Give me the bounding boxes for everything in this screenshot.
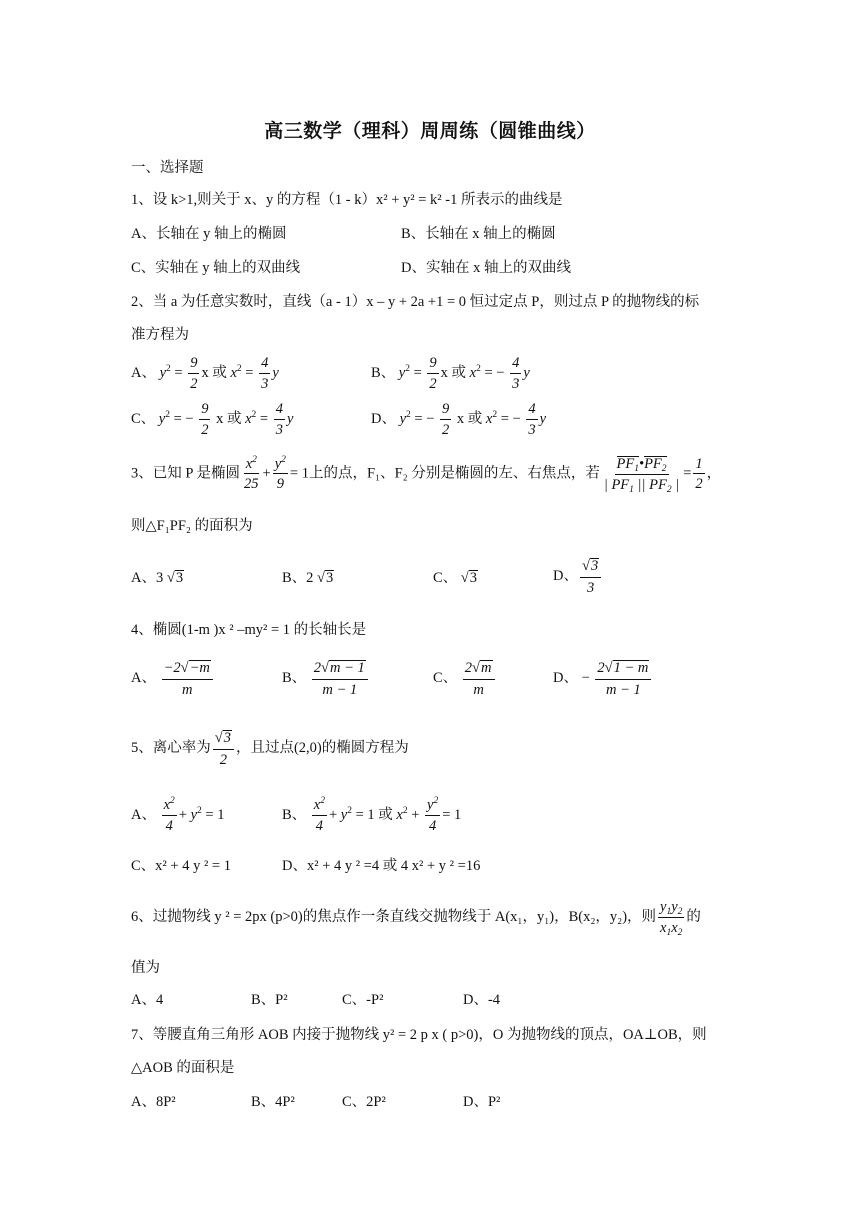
question-1-option-c: C、实轴在 y 轴上的双曲线 <box>131 260 301 276</box>
question-6-stem-line-2: 值为 <box>131 960 160 976</box>
question-3-option-a: A、3 √3 <box>131 570 184 586</box>
question-7-option-d: D、P² <box>463 1094 501 1110</box>
question-5-option-c: C、x² + 4 y ² = 1 <box>131 858 231 874</box>
question-5-option-a: A、 $\frac{x^2}{4}$ + $y^2 = 1$ <box>131 796 225 834</box>
question-3-option-d: D、 $\frac{√3}{3}$ <box>553 558 603 595</box>
question-7-option-a: A、8P² <box>131 1094 176 1110</box>
question-6-option-a: A、4 <box>131 992 164 1008</box>
question-7-stem-line-1: 7、等腰直角三角形 AOB 内接于抛物线 y² = 2 p x ( p>0)，O 为抛物线的顶点，OA⊥OB，则 <box>131 1027 707 1043</box>
question-2-option-d: D、 $y^2$ = − $\frac{9}{2}$ x 或 $x^2$ = − $\frac{4}{3}$ y <box>371 401 547 438</box>
question-5-option-b: B、 $\frac{x^2}{4}$ + $y^2 = 1$ 或 $x^2$ + $\frac{y^2}{4}$ = 1 <box>282 796 462 834</box>
question-5-option-d: D、x² + 4 y ² =4 或 4 x² + y ² =16 <box>282 858 481 874</box>
question-3-stem-line-2: 则△F₁PF₂ 的面积为 <box>131 518 253 534</box>
page-title: 高三数学（理科）周周练（圆锥曲线） <box>264 121 596 142</box>
question-2-option-a: A、 $y^2$ = $\frac{9}{2}$ x 或 $x^2$ = $\frac{4}{3}$ y <box>131 355 279 392</box>
question-6-option-c: C、-P² <box>342 992 384 1008</box>
question-2-stem-line-2: 准方程为 <box>131 327 189 343</box>
question-3-option-b: B、2 √3 <box>282 570 334 586</box>
question-6-stem: 6、过抛物线 y ² = 2px (p>0)的焦点作一条直线交抛物线于 A(x₁，y₁)，B(x₂，y₂)，则 $\frac{y_1y_2}{x_1x_2}$ 的 <box>131 899 701 938</box>
question-6-option-d: D、-4 <box>463 992 501 1008</box>
question-7-option-c: C、2P² <box>342 1094 386 1110</box>
question-2-option-b: B、 $y^2$ = $\frac{9}{2}$ x 或 $x^2$ = − $\frac{4}{3}$ y <box>371 355 530 392</box>
question-1-option-a: A、长轴在 y 轴上的椭圆 <box>131 226 287 242</box>
question-5-stem: 5、离心率为 $\frac{√3}{2}$ ，且过点(2,0)的椭圆方程为 <box>131 730 409 768</box>
question-4-option-d: D、 − $\frac{2√1 - m}{m - 1}$ <box>553 660 653 697</box>
question-1-stem: 1、设 k>1,则关于 x、y 的方程（1 - k）x² + y² = k² -1 所表示的曲线是 <box>131 192 563 208</box>
section-heading: 一、选择题 <box>131 160 204 176</box>
question-2-option-c: C、 $y^2$ = − $\frac{9}{2}$ x 或 $x^2$ = $\frac{4}{3}$ y <box>131 401 294 438</box>
question-1-option-b: B、长轴在 x 轴上的椭圆 <box>401 226 556 242</box>
question-1-option-d: D、实轴在 x 轴上的双曲线 <box>401 260 571 276</box>
question-3-option-c: C、 √3 <box>433 570 478 586</box>
question-4-option-b: B、 $\frac{2√m - 1}{m - 1}$ <box>282 660 370 697</box>
question-4-option-c: C、 $\frac{2√m}{m}$ <box>433 660 497 697</box>
question-3-stem: 3、已知 P 是椭圆 $\frac{x^2}{25}$ + $\frac{y^2}{9}$ = 1上的点，F₁、F₂ 分别是椭圆的左、右焦点，若 $\frac{PF_1•PF_2}{| PF_1 || PF_2 |}$ = $\frac{1}{2}$ ， <box>131 454 722 495</box>
question-6-option-b: B、P² <box>251 992 288 1008</box>
question-4-stem: 4、椭圆(1-m )x ² –my² = 1 的长轴长是 <box>131 622 367 638</box>
question-2-stem-line-1: 2、当 a 为任意实数时，直线（a - 1）x – y + 2a +1 = 0 恒过定点 P，则过点 P 的抛物线的标 <box>131 294 700 310</box>
question-4-option-a: A、 $\frac{-2√-m}{m}$ <box>131 660 215 697</box>
question-7-option-b: B、4P² <box>251 1094 295 1110</box>
question-7-stem-line-2: △AOB 的面积是 <box>131 1060 235 1076</box>
